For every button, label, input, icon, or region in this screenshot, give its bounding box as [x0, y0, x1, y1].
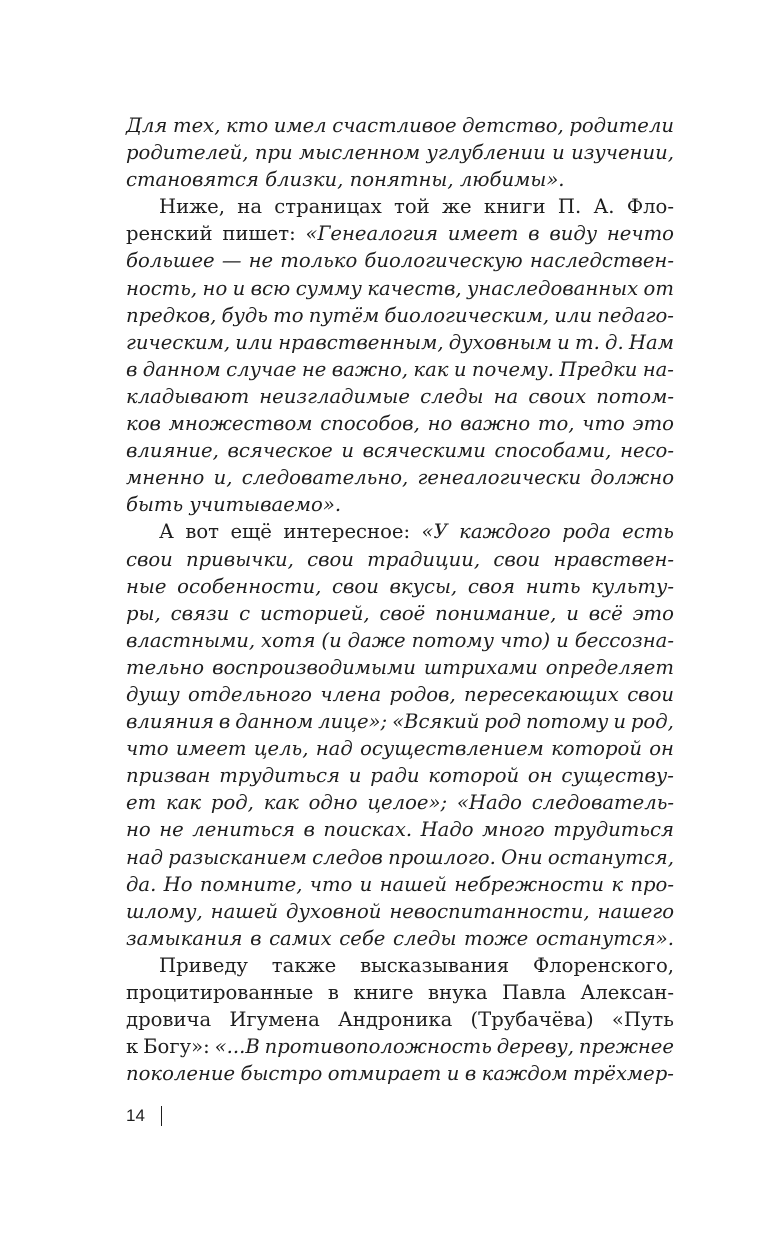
word: т. [575, 330, 600, 354]
word: большее [126, 249, 215, 273]
word: (и [321, 628, 342, 652]
text-line [126, 166, 674, 193]
word: но [427, 412, 453, 436]
word: духовным [448, 330, 552, 354]
word: множеством [168, 412, 313, 436]
word: А [159, 520, 174, 544]
word: важно [460, 412, 531, 436]
word: влияние, [126, 439, 219, 463]
word: особенности, [177, 574, 322, 598]
word: он [649, 737, 674, 761]
word: кто [226, 114, 269, 137]
text-line [126, 193, 674, 220]
word: в [327, 981, 339, 1004]
word: всю [250, 276, 291, 300]
page-text [126, 112, 674, 1087]
word: что [309, 872, 353, 896]
text-line [126, 789, 674, 816]
word: данном [235, 710, 314, 734]
word: существу- [561, 764, 674, 788]
word: свои [493, 547, 541, 571]
word: поисках. [323, 818, 413, 842]
word: ков [126, 412, 161, 436]
word: разысканием [168, 845, 307, 869]
word: следовательно, [241, 466, 409, 490]
word: тоже [464, 926, 529, 950]
word: останутся». [535, 926, 674, 950]
word: следы [420, 384, 484, 408]
word: Предки [559, 357, 638, 381]
word: останутся, [547, 845, 674, 869]
word: в [528, 222, 540, 246]
word: тельно [126, 655, 205, 679]
word: которой [428, 764, 520, 788]
word: ещё [230, 520, 272, 544]
word: хотя [261, 628, 316, 652]
word: наследствен- [529, 249, 674, 273]
word: нить [525, 574, 581, 598]
word: как [413, 357, 449, 381]
word: ность, [126, 276, 198, 300]
word: трудиться [219, 764, 340, 788]
text-line [126, 979, 674, 1006]
word: любимы». [459, 168, 565, 192]
word: ренский [126, 222, 213, 246]
word: не [159, 818, 184, 842]
word: своё [379, 601, 426, 625]
text-line [126, 573, 674, 600]
word: понимание, [435, 601, 557, 625]
word: в [126, 357, 138, 381]
word: Богу»: [143, 1035, 210, 1059]
word: Приведу [159, 953, 248, 977]
word: генеалогически [417, 466, 582, 490]
text-line [126, 275, 674, 302]
word: также [271, 953, 337, 977]
word: он [527, 764, 553, 788]
word: властными, [126, 628, 256, 652]
word: Фло- [626, 195, 674, 219]
word: духовной [286, 899, 382, 923]
text-line [126, 952, 674, 979]
text-line [126, 708, 674, 735]
word: унаследованных [467, 276, 639, 300]
word: внука [428, 981, 488, 1004]
word: мысленном [298, 141, 421, 165]
word: есть [622, 520, 674, 544]
word: лице»; [318, 710, 388, 734]
word: и [557, 330, 570, 354]
word: прежнее [578, 1035, 674, 1059]
word: родителей, [126, 141, 249, 165]
text-line [126, 898, 674, 925]
word: должно [590, 466, 674, 490]
word: то, [537, 412, 575, 436]
word: всяческими [362, 439, 486, 463]
word: родители [569, 114, 674, 137]
word: той [394, 195, 430, 219]
word: педаго- [597, 303, 674, 327]
word: даже [347, 628, 406, 652]
word: невоспитанности, [389, 899, 590, 923]
word: имеет [447, 222, 519, 246]
word: нравствен- [553, 547, 674, 571]
word: культу- [591, 574, 674, 598]
text-line [126, 356, 674, 383]
word: и [453, 357, 467, 381]
word: много [482, 818, 545, 842]
word: потом- [596, 384, 674, 408]
word: или [235, 330, 274, 354]
word: в [218, 710, 231, 734]
word: в [464, 1062, 477, 1086]
word: вот [185, 520, 219, 544]
word: небрежности [454, 872, 605, 896]
word: способов, [320, 412, 420, 436]
word: и [552, 141, 565, 165]
word: в [250, 926, 262, 950]
word: счастливое [332, 114, 457, 137]
word: на- [642, 357, 674, 381]
word: традиции, [367, 547, 481, 571]
word: привычки, [186, 547, 294, 571]
text-line [126, 518, 674, 545]
text-line [126, 871, 674, 898]
word: быстро [240, 1062, 323, 1086]
word: это [632, 601, 674, 625]
word: нашего [597, 899, 674, 923]
word: предков, [126, 303, 217, 327]
word: гическим, [126, 330, 231, 354]
word: при [254, 141, 293, 165]
word: к [126, 1035, 139, 1059]
word: неизгладимые [259, 384, 410, 408]
word: помните, [199, 872, 303, 896]
word: становятся [126, 168, 266, 192]
word: историей, [260, 601, 370, 625]
word: книги [483, 195, 546, 219]
word: связи [170, 601, 230, 625]
word: только [280, 249, 358, 273]
word: дровича [126, 1008, 212, 1032]
word: качеств, [367, 276, 462, 300]
word: следователь- [531, 791, 674, 815]
word: отмирает [327, 1062, 442, 1086]
text-line [126, 112, 674, 139]
word: члена [320, 682, 382, 706]
word: интересное: [283, 520, 411, 544]
word: самих [269, 926, 332, 950]
word: свои [126, 547, 173, 571]
word: дереву, [496, 1035, 574, 1059]
word: Павла [502, 981, 567, 1004]
word: «У [421, 520, 448, 544]
word: детство, [462, 114, 564, 137]
word: кладывают [126, 384, 250, 408]
text-line [126, 437, 674, 464]
text-line [126, 410, 674, 437]
word: поколение [126, 1062, 236, 1086]
word: изучении, [571, 141, 674, 165]
word: что) [499, 628, 551, 652]
word: Надо [420, 818, 474, 842]
word: трёхмер- [573, 1062, 674, 1086]
word: Алексан- [580, 981, 674, 1004]
word: пересекающих [464, 682, 619, 706]
word: душу [126, 682, 180, 706]
word: мненно [126, 466, 205, 490]
word: род, [630, 710, 674, 734]
word: ные [126, 574, 167, 598]
word: нашей [379, 872, 447, 896]
word: потому [525, 710, 609, 734]
word: от [643, 276, 674, 300]
word: биологическим, [384, 303, 550, 327]
word: Для [126, 114, 168, 137]
page-number: 14 [126, 1106, 145, 1125]
word: и [613, 710, 626, 734]
word: вкусы, [389, 574, 458, 598]
word: свои [627, 682, 674, 706]
word: биологическую [364, 249, 523, 273]
word: на [237, 195, 263, 219]
page-footer [126, 1106, 162, 1126]
word: осуществлением [360, 737, 544, 761]
word: несо- [620, 439, 674, 463]
text-line [126, 762, 674, 789]
word: трудиться [553, 818, 674, 842]
word: определяет [545, 655, 674, 679]
word: потому [411, 628, 494, 652]
word: нравственным, [278, 330, 444, 354]
word: Игумена [229, 1008, 320, 1032]
word: П. [557, 195, 582, 219]
word: что [582, 412, 625, 436]
word: призван [126, 764, 211, 788]
text-line [126, 1033, 674, 1060]
text-line [126, 491, 674, 518]
word: над [315, 737, 353, 761]
text-line [126, 464, 674, 491]
word: страницах [274, 195, 382, 219]
word: род, [210, 791, 254, 815]
word: свои [307, 547, 354, 571]
word: своя [467, 574, 516, 598]
text-line [126, 1060, 674, 1087]
word: и [556, 628, 569, 652]
word: важно, [331, 357, 409, 381]
word: лениться [192, 818, 296, 842]
word: и, [213, 466, 233, 490]
text-line [126, 139, 674, 166]
word: данном [142, 357, 221, 381]
word: «Всякий [392, 710, 480, 734]
word: и [348, 764, 362, 788]
word: что [126, 737, 169, 761]
word: и [446, 1062, 460, 1086]
text-line [126, 247, 674, 274]
word: д. [605, 330, 624, 354]
word: не [301, 357, 327, 381]
word: прошлого. [388, 845, 496, 869]
word: замыкания [126, 926, 243, 950]
word: каждом [481, 1062, 568, 1086]
word: ет [126, 791, 157, 815]
word: почему. [471, 357, 554, 381]
word: сумму [295, 276, 362, 300]
word: своих [528, 384, 587, 408]
text-line [126, 329, 674, 356]
text-line [126, 220, 674, 247]
word: нечто [606, 222, 674, 246]
word: не [248, 249, 274, 273]
word: будь [221, 303, 268, 327]
word: «Надо [456, 791, 522, 815]
word: «...В [214, 1035, 260, 1059]
text-line [126, 925, 674, 952]
word: углублении [426, 141, 546, 165]
word: свои [332, 574, 379, 598]
word: книге [353, 981, 414, 1004]
word: на [493, 384, 519, 408]
word: и [341, 439, 354, 463]
word: как [166, 791, 202, 815]
word: то [273, 303, 304, 327]
word: Флоренского, [532, 953, 674, 977]
word: и [566, 601, 579, 625]
word: «Генеалогия [305, 222, 438, 246]
word: и [359, 872, 373, 896]
word: высказывания [360, 953, 510, 977]
word: или [554, 303, 593, 327]
word: в [303, 818, 315, 842]
word: всяческое [227, 439, 333, 463]
word: близки, [265, 168, 350, 192]
word: шлому, [126, 899, 203, 923]
word: цель, [253, 737, 309, 761]
word: которой [551, 737, 642, 761]
word: но [202, 276, 228, 300]
word: одно [308, 791, 358, 815]
text-line [126, 735, 674, 762]
word: над [126, 845, 164, 869]
word: же [442, 195, 472, 219]
word: про- [630, 872, 674, 896]
text-line [126, 383, 674, 410]
word: — [221, 249, 242, 273]
word: с [239, 601, 251, 625]
word: имел [273, 114, 327, 137]
word: Нам [628, 330, 674, 354]
word: род [484, 710, 522, 734]
word: Но [163, 872, 193, 896]
word: Они [501, 845, 543, 869]
word: всё [588, 601, 623, 625]
word: бессозна- [574, 628, 674, 652]
text-line [126, 627, 674, 654]
word: родов, [389, 682, 456, 706]
word: целое»; [367, 791, 448, 815]
word: себе [339, 926, 386, 950]
word: Андроника [337, 1008, 453, 1032]
word: путём [308, 303, 380, 327]
word: быть [126, 493, 190, 517]
word: следы [393, 926, 457, 950]
word: да. [126, 872, 157, 896]
word: это [632, 412, 674, 436]
word: имеет [175, 737, 247, 761]
word: нашей [210, 899, 279, 923]
word: пишет: [222, 222, 296, 246]
word: к [611, 872, 624, 896]
word: случае [226, 357, 297, 381]
word: процитированные [126, 981, 314, 1004]
word: но [126, 818, 151, 842]
word: противоположность [264, 1035, 492, 1059]
word: понятны, [349, 168, 460, 192]
word: и [232, 276, 246, 300]
text-line [126, 600, 674, 627]
word: «Путь [611, 1008, 674, 1032]
word: (Трубачёва) [470, 1008, 594, 1032]
word: воспроизводимыми [212, 655, 416, 679]
text-line [126, 681, 674, 708]
word: учитываемо». [189, 493, 342, 517]
text-line [126, 1006, 674, 1033]
word: рода [562, 520, 611, 544]
word: виду [549, 222, 598, 246]
word: следов [312, 845, 383, 869]
word: А. [593, 195, 615, 219]
word: штрихами [423, 655, 538, 679]
word: каждого [459, 520, 551, 544]
text-line [126, 546, 674, 573]
word: тех, [172, 114, 221, 137]
text-line [126, 816, 674, 843]
word: влияния [126, 710, 214, 734]
word: отдельного [188, 682, 312, 706]
text-line [126, 654, 674, 681]
text-line [126, 302, 674, 329]
word: ры, [126, 601, 161, 625]
text-line [126, 844, 674, 871]
word: Ниже, [159, 195, 225, 219]
word: способами, [494, 439, 612, 463]
word: ради [370, 764, 420, 788]
word: как [263, 791, 299, 815]
footer-divider [161, 1106, 163, 1126]
